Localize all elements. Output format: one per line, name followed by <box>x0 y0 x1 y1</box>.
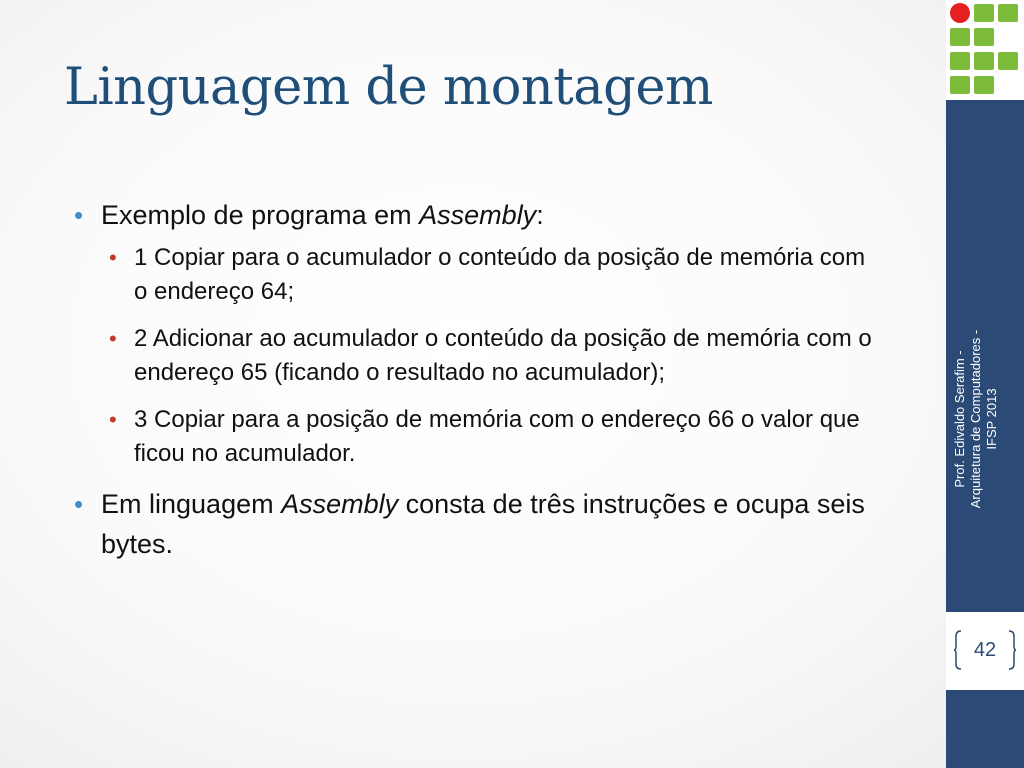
logo-square <box>974 28 994 46</box>
bullet-text: : <box>536 200 544 230</box>
logo-square <box>950 52 970 70</box>
sub-bullet-item: • 1 Copiar para o acumulador o conteúdo da posição de memória com o endereço 64; <box>109 241 874 309</box>
sidebar <box>946 0 1024 768</box>
footer-line: IFSP 2013 <box>984 388 999 450</box>
bullet-text: consta de três instruções e ocupa seis bytes. <box>101 489 865 559</box>
logo-square <box>950 28 970 46</box>
slide-content <box>74 195 904 570</box>
logo-square <box>998 4 1018 22</box>
logo-square <box>974 4 994 22</box>
page-number-box <box>946 612 1024 690</box>
bullet-item <box>74 195 904 235</box>
footer-line: Prof. Edivaldo Serafim - <box>952 350 967 488</box>
ifsp-logo-icon <box>949 3 1021 98</box>
footer-line: Arquitetura de Computadores - <box>968 329 983 509</box>
bullet-item <box>74 484 904 564</box>
bullet-italic-text: Assembly <box>281 489 399 519</box>
footer-text <box>940 299 1012 539</box>
logo-square <box>974 52 994 70</box>
logo-area <box>946 0 1024 100</box>
slide-title: Linguagem de montagem <box>64 58 713 117</box>
bullet-text: Exemplo de programa em <box>101 200 420 230</box>
page-number: 42 <box>973 638 997 661</box>
sub-bullet-item: • 2 Adicionar ao acumulador o conteúdo da posição de memória com o endereço 65 (ficando o resultado no acumulador); <box>109 322 874 390</box>
logo-square <box>950 76 970 94</box>
sub-bullet-item: • 3 Copiar para a posição de memória com o endereço 66 o valor que ficou no acumulador. <box>109 403 874 471</box>
logo-square <box>974 76 994 94</box>
logo-square <box>998 52 1018 70</box>
bullet-text: Em linguagem <box>101 489 282 519</box>
bullet-italic-text: Assembly <box>419 200 537 230</box>
right-brace-icon <box>1008 630 1016 670</box>
logo-red-dot <box>950 3 970 23</box>
